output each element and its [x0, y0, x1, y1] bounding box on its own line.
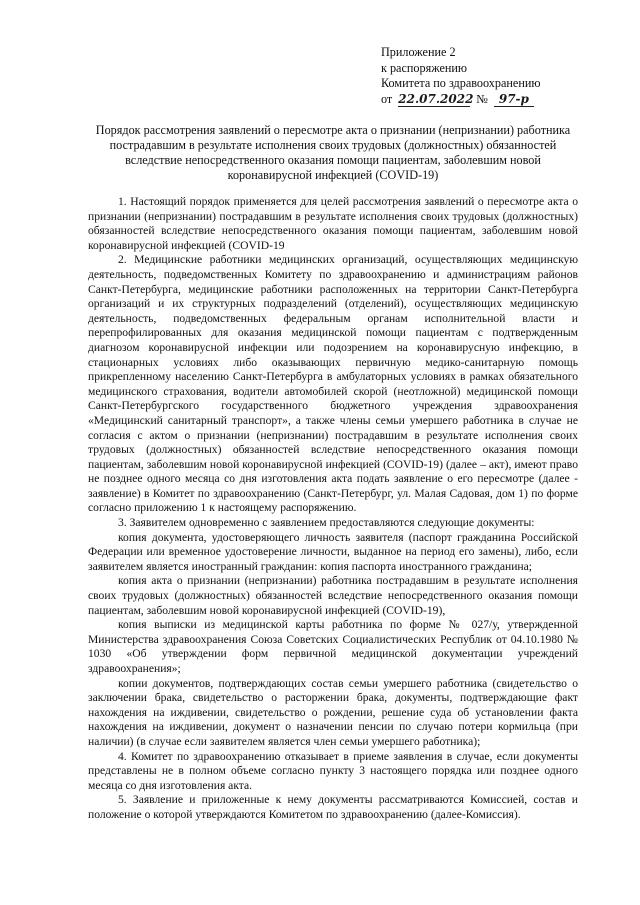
document-title: Порядок рассмотрения заявлений о пересмотре акта о признании (непризнании) работника пострадавшим в результате исполнения своих трудовых (должностных) обязанностей вследствие непосредственного оказания помощи пациентам, заболевшим новой коронавирусной инфекцией (COVID-19) [95, 123, 571, 182]
paragraph-4: 4. Комитет по здравоохранению отказывает в приеме заявления в случае, если документы представлены не в полном объеме согласно пункту 3 настоящего порядка или позднее одного месяца со дня изготовления акта. [88, 749, 578, 792]
paragraph-1: 1. Настоящий порядок применяется для целей рассмотрения заявлений о пересмотре акта о признании (непризнании) пострадавшим в результате исполнения своих трудовых (должностных) обязанностей вследствие непосредственного оказания помощи пациентам, заболевшим новой коронавирусной инфекцией (COVID-19 [88, 195, 578, 252]
handwritten-date: 22.07.2022 [398, 91, 474, 106]
paragraph-3-item-id: копия документа, удостоверяющего личность заявителя (паспорт гражданина Российской Федерации или временное удостоверение личности, выданное на период его замены), либо, если заявителем является иностранный гражданин: копия паспорта иностранного гражданина; [88, 530, 578, 573]
paragraph-3-item-act: копия акта о признании (непризнании) работника пострадавшим в результате исполнения своих трудовых (должностных) обязанностей вследствие непосредственного оказания помощи пациентам, заболевшим новой коронавирусной инфекцией (COVID-19), [88, 574, 578, 617]
paragraph-2: 2. Медицинские работники медицинских организаций, осуществляющих медицинскую деятельность, подведомственных Комитету по здравоохранению и администрациям районов Санкт-Петербурга, медицинские работники расположенных на территории Санкт-Петербурга организаций и их структурных подразделений (отделений), осуществляющих медицинскую деятельность, подведомственных федеральным органам исполнительной власти и перепрофилированных для оказания медицинской помощи пациентам с подтвержденным диагнозом коронавирусной инфекции или подозрением на коронавирусную инфекцию, в стационарных условиях либо оказывающих первичную медико-санитарную помощь прикрепленному населению Санкт-Петербурга в амбулаторных условиях в рамках обязательного медицинского страхования, водители автомобилей скорой (неотложной) медицинской помощи Санкт-Петербургского государственного бюджетного учреждения здравоохранения «Медицинский санитарный транспорт», а также члены семьи умершего работника в случае не согласия с актом о признании (непризнании) пострадавшим в результате исполнения своих трудовых (должностных) обязанностей вследствие непосредственного оказания помощи пациентам, заболевшим новой коронавирусной инфекцией (COVID-19) (далее – акт), имеют право не позднее одного месяца со дня изготовления акта подать заявление о его пересмотре (далее - заявление) в Комитет по здравоохранению (Санкт-Петербург, ул. Малая Садовая, дом 1) по форме согласно приложению 1 к настоящему распоряжению. [88, 253, 578, 515]
attachment-title: Приложение 2 [381, 45, 456, 59]
attachment-date-number-row [381, 92, 621, 108]
document-body [88, 195, 578, 823]
handwritten-number: 97-р [494, 93, 534, 107]
paragraph-3-item-medcard: копия выписки из медицинской карты работника по форме № 027/у, утвержденной Министерства здравоохранения Союза Советских Социалистических Республик от 04.10.1980 № 1030 «Об утверждении форм первичной медицинской документации учреждений здравоохранения»; [88, 618, 578, 675]
attachment-committee: Комитета по здравоохранению [381, 76, 541, 90]
number-prefix: № [476, 91, 488, 106]
date-prefix: от [381, 91, 393, 106]
paragraph-3: 3. Заявителем одновременно с заявлением предоставляются следующие документы: [118, 516, 535, 530]
paragraph-5: 5. Заявление и приложенные к нему документы рассматриваются Комиссией, состав и положение о которой утверждаются Комитетом по здравоохранению (далее-Комиссия). [88, 793, 578, 821]
attachment-order-ref: к распоряжению [381, 60, 468, 75]
attachment-header [381, 45, 621, 107]
paragraph-3-item-family: копии документов, подтверждающих состав семьи умершего работника (свидетельство о заключении брака, свидетельство о расторжении брака, документы, подтверждающие факт нахождения на иждивении, свидетельство о рождении, решение суда об установлении факта нахождения на иждивении, документ о назначении пенсии по случаю потери кормильца (при наличии) (в случае если заявителем является член семьи умершего работника); [88, 676, 578, 748]
